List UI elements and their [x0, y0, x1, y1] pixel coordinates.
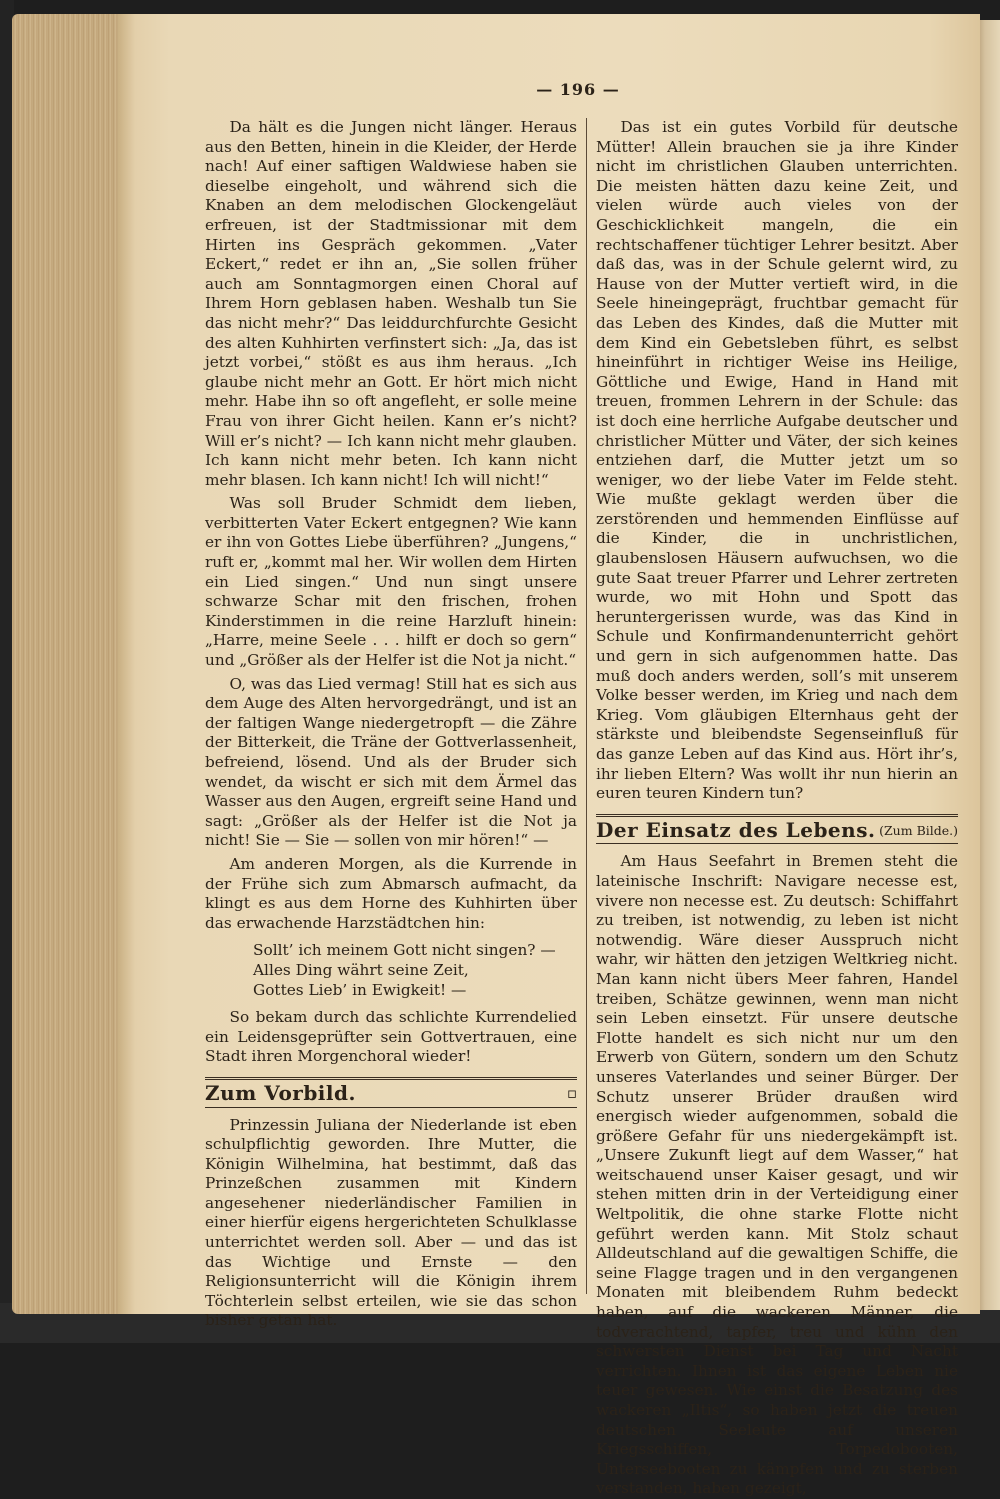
left-paragraph-1: Da hält es die Jungen nicht länger. Heraus aus den Betten, hinein in die Kleider, der Herde nach! Auf einer saftigen Waldwiese haben sie dieselbe eingeholt, und während sich die Knaben an dem melodischen Glockengeläut erfreuen, ist der Stadtmissionar mit dem Hirten ins Gespräch gekommen. „Vater Eckert,“ redet er ihn an, „Sie sollen früher auch am Sonntagmorgen einen Choral auf Ihrem Horn geblasen haben. Weshalb tun Sie das nicht mehr?“ Das leiddurchfurchte Gesicht des alten Kuhhirten verfinstert sich: „Ja, das ist jetzt vorbei,“ stößt es aus ihm heraus. „Ich glaube nicht mehr an Gott. Er hört mich nicht mehr. Habe ihn so oft angefleht, er solle meine Frau von ihrer Gicht heilen. Kann er’s nicht? Will er’s nicht? — Ich kann nicht mehr glauben. Ich kann nicht mehr beten. Ich kann nicht mehr blasen. Ich kann nicht! Ich will nicht!“ [205, 118, 577, 489]
section-heading-einsatz [596, 814, 958, 845]
stacked-page-edges [12, 14, 124, 1314]
right-paragraph-2: Am Haus Seefahrt in Bremen steht die lateinische Inschrift: Navigare necesse est, vivere non necesse est. Zu deutsch: Schiffahrt zu treiben, ist notwendig, zu leben ist nicht notwendig. Wäre dieser Ausspruch nicht wahr, wir hätten den jetzigen Weltkrieg nicht. Man kann nicht übers Meer fahren, Handel treiben, Schätze gewinnen, wenn man nicht sein Leben einsetzt. Für unsere deutsche Flotte handelt es sich nicht nur um den Erwerb von Gütern, sondern um den Schutz unseres Vaterlandes und seiner Bürger. Der Schutz unserer Brüder draußen wird energisch wieder aufgenommen, sobald die größere Gefahr für uns niedergekämpft ist. „Unsere Zukunft liegt auf dem Wasser,“ hat weitschauend unser Kaiser gesagt, und wir stehen mitten drin in der Verteidigung einer Weltpolitik, die ohne starke Flotte nicht geführt werden kann. Mit Stolz schaut Alldeutschland auf die gewaltigen Schiffe, die seine Flagge tragen und in den vergangenen Monaten mit bleibendem Ruhm bedeckt haben, auf die wackeren Männer, die todverachtend, tapfer, treu und kühn den schwersten Dienst bei Tag und Nacht verrichten. Ihnen ist das eigene Leben nie teuer gewesen. Wie einst die Besatzung des wackeren „Iltis“, so haben jetzt die treuen deutschen Seeleute auf unseren Kriegsschiffen, Torpedobooten, Unterseebooten zu kämpfen und zu sterben verstanden, haben gezeigt, [596, 852, 958, 1498]
hymn-verse [253, 941, 577, 1000]
section-heading-vorbild [205, 1077, 577, 1108]
left-column [205, 118, 577, 1331]
heading-title: Der Einsatz des Lebens. [596, 817, 876, 842]
heading-title: Zum Vorbild. [205, 1080, 356, 1105]
page-number: — 196 — [536, 80, 620, 99]
verse-line: Sollt’ ich meinem Gott nicht singen? — [253, 941, 556, 960]
square-icon: ▫ [566, 1083, 577, 1102]
right-column [596, 118, 958, 1499]
heading-note: (Zum Bilde.) [879, 822, 958, 838]
left-paragraph-3: O, was das Lied vermag! Still hat es sich aus dem Auge des Alten hervorgedrängt, und ist an der faltigen Wange niedergetropft — die Zähre der Bitterkeit, die Träne der Gottverlassenheit, befreiend, lösend. Und als der Bruder sich wendet, da wischt er sich mit dem Ärmel das Wasser aus den Augen, ergreift seine Hand und sagt: „Größer als der Helfer ist die Not ja nicht! Sie — Sie — sollen von mir hören!“ — [205, 674, 577, 850]
left-paragraph-2: Was soll Bruder Schmidt dem lieben, verbitterten Vater Eckert entgegnen? Wie kann er ihn von Gottes Liebe überführen? „Jungens,“ ruft er, „kommt mal her. Wir wollen dem Hirten ein Lied singen.“ Und nun singt unsere schwarze Schar mit den frischen, frohen Kinderstimmen in die reine Harzluft hinein: „Harre, meine Seele . . . hilft er doch so gern“ und „Größer als der Helfer ist die Not ja nicht.“ [205, 494, 577, 670]
right-paragraph-1: Das ist ein gutes Vorbild für deutsche Mütter! Allein brauchen sie ja ihre Kinder nicht im christlichen Glauben unterrichten. Die meisten hätten dazu keine Zeit, und vielen würde auch vieles von der Geschicklichkeit mangeln, die ein rechtschaffener tüchtiger Lehrer besitzt. Aber daß das, was in der Schule gelernt wird, zu Hause von der Mutter vertieft wird, in die Seele hineingeprägt, fruchtbar gemacht für das Leben des Kindes, daß die Mutter mit dem Kind ein Gebetsleben führt, es selbst hineinführt in richtiger Weise ins Heilige, Göttliche und Ewige, Hand in Hand mit treuen, frommen Lehrern in der Schule: das ist doch eine herrliche Aufgabe deutscher und christlicher Mütter und Väter, der sich keines entziehen darf, die Mutter jetzt um so weniger, wo der liebe Vater im Felde steht. Wie mußte geklagt werden über die zerstörenden und hemmenden Einflüsse auf die Kinder, die in unchristlichen, glaubenslosen Häusern aufwuchsen, wo die gute Saat treuer Pfarrer und Lehrer zertreten wurde, wo mit Hohn und Spott das heruntergerissen wurde, was das Kind in Schule und Konfirmandenunterricht gehört und gern in sich aufgenommen hatte. Das muß doch anders werden, soll’s mit unserem Volke besser werden, im Krieg und nach dem Krieg. Vom gläubigen Elternhaus geht der stärkste und bleibendste Segenseinfluß für das ganze Leben auf das Kind aus. Hört ihr’s, ihr lieben Eltern? Was wollt ihr nun hierin an euren teuren Kindern tun? [596, 118, 958, 803]
left-paragraph-6: Prinzessin Juliana der Niederlande ist eben schulpflichtig geworden. Ihre Mutter, die Königin Wilhelmina, hat bestimmt, daß das Prinzeßchen zusammen mit Kindern angesehener niederländischer Familien in einer hierfür eigens hergerichteten Schulklasse unterrichtet werden soll. Aber — und das ist das Wichtige und Ernste — den Religionsunterricht will die Königin ihrem Töchterlein selbst erteilen, wie sie das schon bisher getan hat. [205, 1115, 577, 1330]
book-page [118, 14, 980, 1498]
left-paragraph-5: So bekam durch das schlichte Kurrendelied ein Leidensgeprüfter sein Gottvertrauen, eine Stadt ihren Morgenchoral wieder! [205, 1008, 577, 1066]
verse-line: Gottes Lieb’ in Ewigkeit! — [253, 980, 467, 999]
verse-line: Alles Ding währt seine Zeit, [253, 960, 469, 979]
column-divider [586, 118, 587, 1294]
left-paragraph-4: Am anderen Morgen, als die Kurrende in der Frühe sich zum Abmarsch aufmacht, da klingt es aus dem Horne des Kuhhirten über das erwachende Harzstädtchen hin: [205, 854, 577, 932]
